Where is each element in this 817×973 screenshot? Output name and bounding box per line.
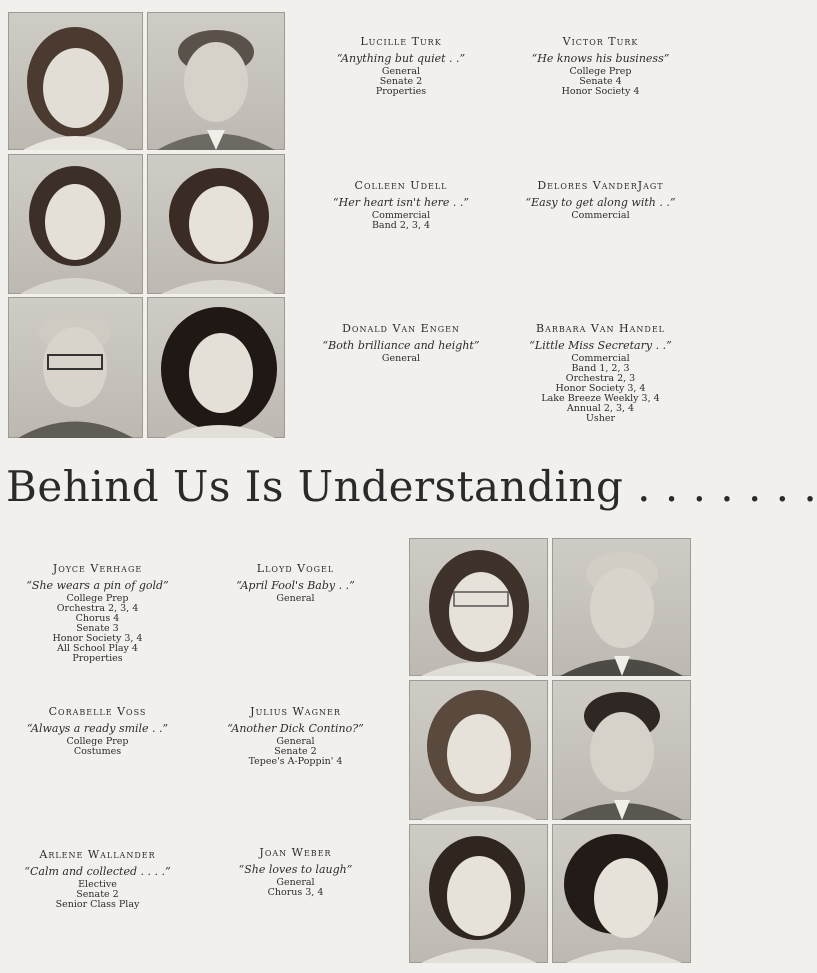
activity-line: Lake Breeze Weekly 3, 4	[541, 392, 660, 404]
portrait-photo-lucille-turk	[8, 12, 143, 150]
portrait-photo-lloyd-vogel	[552, 538, 691, 676]
activity-line: All School Play 4	[57, 642, 138, 654]
activity-line: College Prep	[569, 66, 632, 78]
page-heading: Behind Us Is Understanding . . . . . . .	[6, 462, 817, 511]
activity-line: Orchestra 2, 3, 4	[56, 603, 139, 615]
student-quote: “April Fool's Baby . .”	[236, 578, 355, 592]
student-entry-colleen-udell	[321, 180, 481, 231]
student-quote: “Easy to get along with . .”	[525, 195, 676, 209]
student-entry-donald-van-engen	[321, 323, 481, 364]
activity-line: Band 2, 3, 4	[371, 220, 431, 232]
student-entry-delores-vanderjagt	[518, 180, 683, 221]
student-name: Victor Turk	[562, 35, 639, 48]
activity-line: Senate 4	[579, 76, 622, 88]
activity-line: Senate 2	[76, 889, 119, 901]
student-entry-joan-weber	[218, 847, 373, 898]
portrait-photo-barbara-van-handel	[147, 297, 285, 438]
student-entry-joyce-verhage	[20, 563, 175, 664]
student-name: Lloyd Vogel	[256, 562, 335, 575]
activity-line: College Prep	[66, 593, 129, 605]
student-name: Donald Van Engen	[342, 322, 460, 335]
student-quote: “She loves to laugh”	[238, 862, 353, 876]
student-quote: “Her heart isn't here . .”	[333, 195, 469, 209]
activity-line: Commercial	[371, 210, 431, 222]
activity-line: General	[276, 736, 315, 748]
activity-line: General	[381, 353, 421, 365]
activity-line: Chorus 4	[75, 613, 120, 625]
student-name: Julius Wagner	[250, 705, 341, 718]
student-quote: “She wears a pin of gold”	[26, 578, 169, 592]
student-quote: “Always a ready smile . .”	[26, 721, 169, 735]
student-quote: “He knows his business”	[531, 51, 670, 65]
student-entry-victor-turk	[518, 36, 683, 97]
activity-line: Properties	[375, 86, 427, 98]
activity-line: Usher	[585, 412, 616, 424]
student-name: Joyce Verhage	[52, 562, 143, 575]
student-entry-julius-wagner	[218, 706, 373, 767]
activity-line: Commercial	[571, 210, 630, 222]
portrait-photo-delores-vanderjagt	[147, 154, 285, 294]
activity-line: College Prep	[66, 736, 129, 748]
student-quote: “Little Miss Secretary . .”	[529, 338, 672, 352]
student-name: Lucille Turk	[360, 35, 442, 48]
portrait-photo-joan-weber	[552, 824, 691, 963]
activity-line: Honor Society 3, 4	[52, 632, 143, 644]
portrait-photo-donald-van-engen	[8, 297, 143, 438]
student-entry-barbara-van-handel	[518, 323, 683, 424]
student-entry-corabelle-voss	[20, 706, 175, 757]
student-name: Delores VanderJagt	[537, 179, 664, 192]
student-name: Joan Weber	[259, 846, 332, 859]
student-quote: “Calm and collected . . . .”	[24, 864, 171, 878]
student-name: Arlene Wallander	[39, 848, 156, 861]
activity-line: Elective	[78, 879, 117, 891]
portrait-photo-victor-turk	[147, 12, 285, 150]
student-name: Corabelle Voss	[48, 705, 147, 718]
activity-line: Honor Society 4	[561, 86, 640, 98]
student-name: Colleen Udell	[354, 179, 448, 192]
activity-line: Senior Class Play	[55, 899, 140, 911]
activity-line: General	[381, 66, 421, 78]
activity-line: Chorus 3, 4	[267, 887, 324, 899]
activity-line: Band 1, 2, 3	[571, 363, 630, 375]
student-entry-lloyd-vogel	[218, 563, 373, 604]
activity-line: Tepee's A-Poppin' 4	[248, 756, 343, 768]
activity-line: Annual 2, 3, 4	[566, 402, 635, 414]
activity-line: Senate 2	[379, 76, 423, 88]
activity-line: Orchestra 2, 3	[565, 373, 636, 385]
portrait-photo-corabelle-voss	[409, 680, 548, 820]
portrait-photo-colleen-udell	[8, 154, 143, 294]
student-quote: “Both brilliance and height”	[322, 338, 480, 352]
activity-line: Commercial	[571, 353, 630, 365]
activity-line: Honor Society 3, 4	[555, 383, 646, 394]
student-entry-arlene-wallander	[20, 849, 175, 910]
portrait-photo-arlene-wallander	[409, 824, 548, 963]
student-quote: “Another Dick Contino?”	[227, 721, 364, 735]
student-quote: “Anything but quiet . .”	[336, 51, 466, 65]
activity-line: Costumes	[73, 746, 122, 758]
activity-line: General	[276, 593, 315, 605]
activity-line: Senate 3	[76, 623, 119, 634]
student-name: Barbara Van Handel	[536, 322, 665, 335]
portrait-photo-joyce-verhage	[409, 538, 548, 676]
activity-line: Senate 2	[274, 746, 317, 758]
portrait-photo-julius-wagner	[552, 680, 691, 820]
student-entry-lucille-turk	[321, 36, 481, 97]
activity-line: General	[276, 877, 315, 889]
activity-line: Properties	[72, 652, 123, 664]
